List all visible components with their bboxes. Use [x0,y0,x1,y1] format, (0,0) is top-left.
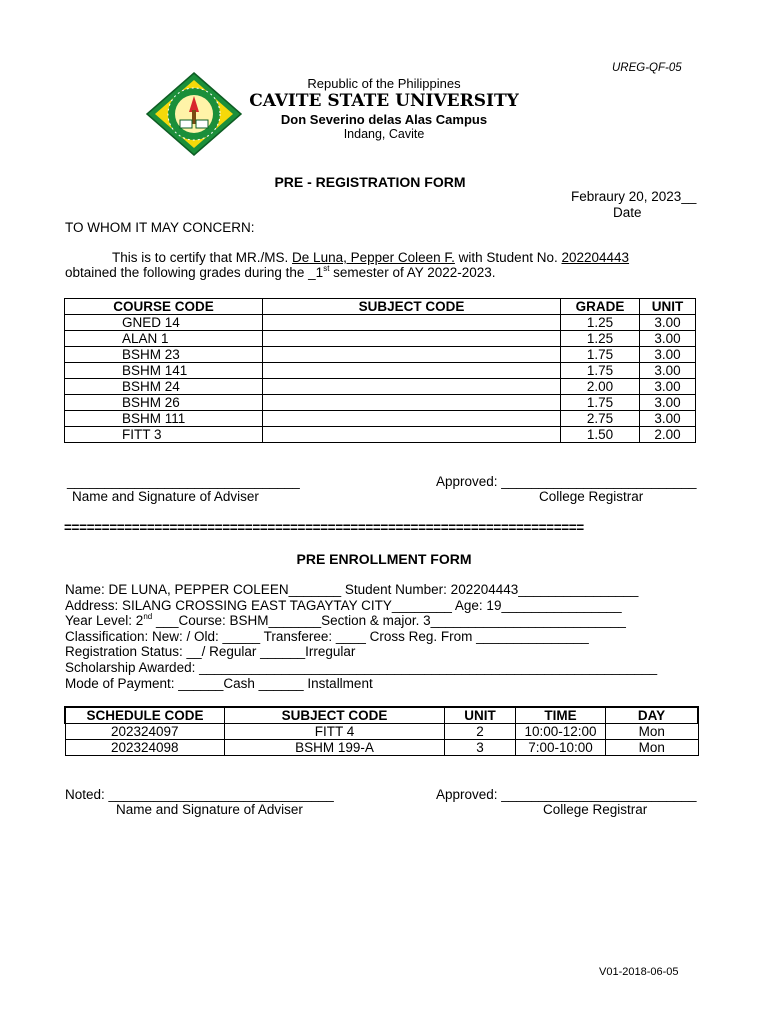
registrar-label: College Registrar [539,489,644,504]
subject-code-cell [263,331,561,347]
unit-cell: 3.00 [640,395,696,411]
prereg-title: PRE - REGISTRATION FORM [274,174,466,190]
grade-cell: 2.75 [561,411,640,427]
unit-cell: 3.00 [640,347,696,363]
campus-location: Indang, Cavite [343,127,425,141]
approved-line-2: Approved: __________________________ [436,787,697,802]
name-line: Name: DE LUNA, PEPPER COLEEN_______ Student Number: 202204443________________ [65,582,639,597]
subject-code-cell [263,315,561,331]
course-code-cell: BSHM 111 [65,411,263,427]
grade-row [65,315,696,331]
unit-cell: 2 [445,724,516,740]
campus-name: Don Severino delas Alas Campus [280,112,488,127]
unit-cell: 2.00 [640,427,696,443]
section-separator: ===================================================================== [64,520,584,535]
schedule-row [65,724,698,740]
grade-cell: 1.25 [561,315,640,331]
approved-line: Approved: __________________________ [436,474,697,489]
col-subject: SUBJECT CODE [225,707,445,724]
grade-cell: 2.00 [561,379,640,395]
university-name: CAVITE STATE UNIVERSITY [249,91,519,111]
unit-cell: 3.00 [640,331,696,347]
schedule-header-row [65,707,698,724]
republic-line: Republic of the Philippines [307,76,461,91]
subject-code-cell [263,363,561,379]
grades-table [64,298,696,443]
course-code-cell: BSHM 141 [65,363,263,379]
subject-cell: FITT 4 [225,724,445,740]
student-number: 202204443 [561,250,630,265]
adviser-label-2: Name and Signature of Adviser [116,802,303,817]
unit-cell: 3.00 [640,363,696,379]
col-unit: UNIT [445,707,516,724]
col-unit: UNIT [640,299,696,315]
grade-row [65,411,696,427]
schedule-table [64,706,699,756]
col-grade: GRADE [561,299,640,315]
noted-line: Noted: ______________________________ [65,787,334,802]
grade-row [65,395,696,411]
date-value: Febraury 20, 2023__ [571,189,697,204]
time-cell: 7:00-10:00 [516,740,606,756]
grades-header-row [65,299,696,315]
registrar-label-2: College Registrar [543,802,648,817]
col-day: DAY [606,707,699,724]
grade-cell: 1.75 [561,347,640,363]
grade-cell: 1.25 [561,331,640,347]
grade-row [65,331,696,347]
col-course-code: COURSE CODE [65,299,263,315]
enroll-title: PRE ENROLLMENT FORM [296,551,472,567]
grade-cell: 1.75 [561,363,640,379]
subject-cell: BSHM 199-A [225,740,445,756]
schedule-row [65,740,698,756]
classification-line: Classification: New: / Old: _____ Transferee: ____ Cross Reg. From _______________ [65,629,589,644]
document-code: UREG-QF-05 [612,62,682,74]
subject-code-cell [263,427,561,443]
time-cell: 10:00-12:00 [516,724,606,740]
unit-cell: 3.00 [640,411,696,427]
certification-line: This is to certify that MR./MS. De Luna, Pepper Coleen F. with Student No. 202204443 [112,250,630,265]
semester-line: obtained the following grades during the _1st semester of AY 2022-2023. [65,263,496,280]
adviser-label: Name and Signature of Adviser [72,489,259,504]
version-code: V01-2018-06-05 [599,966,679,978]
grade-row [65,363,696,379]
grade-row [65,347,696,363]
course-code-cell: ALAN 1 [65,331,263,347]
course-code-cell: BSHM 23 [65,347,263,363]
schedule-code-cell: 202324097 [65,724,225,740]
col-schedule-code: SCHEDULE CODE [65,707,225,724]
day-cell: Mon [606,740,699,756]
schedule-code-cell: 202324098 [65,740,225,756]
col-time: TIME [516,707,606,724]
unit-cell: 3 [445,740,516,756]
grade-cell: 1.50 [561,427,640,443]
course-code-cell: FITT 3 [65,427,263,443]
course-code-cell: BSHM 24 [65,379,263,395]
student-name: De Luna, Pepper Coleen F. [292,250,455,265]
registration-status-line: Registration Status: __/ Regular ______Irregular [65,644,356,659]
day-cell: Mon [606,724,699,740]
subject-code-cell [263,347,561,363]
col-subject-code: SUBJECT CODE [263,299,561,315]
grade-row [65,427,696,443]
course-code-cell: GNED 14 [65,315,263,331]
subject-code-cell [263,411,561,427]
grade-cell: 1.75 [561,395,640,411]
subject-code-cell [263,379,561,395]
course-code-cell: BSHM 26 [65,395,263,411]
unit-cell: 3.00 [640,315,696,331]
adviser-signature-line: _______________________________ [67,474,300,489]
unit-cell: 3.00 [640,379,696,395]
grade-row [65,379,696,395]
address-line: Address: SILANG CROSSING EAST TAGAYTAY CITY________ Age: 19________________ [65,598,622,613]
date-label: Date [613,205,642,220]
payment-line: Mode of Payment: ______Cash ______ Installment [65,676,373,691]
salutation: TO WHOM IT MAY CONCERN: [65,220,255,235]
scholarship-line: Scholarship Awarded: _____________________________________________________________ [65,660,658,675]
subject-code-cell [263,395,561,411]
year-course-line: Year Level: 2nd ___Course: BSHM_______Section & major. 3__________________________ [65,611,626,628]
